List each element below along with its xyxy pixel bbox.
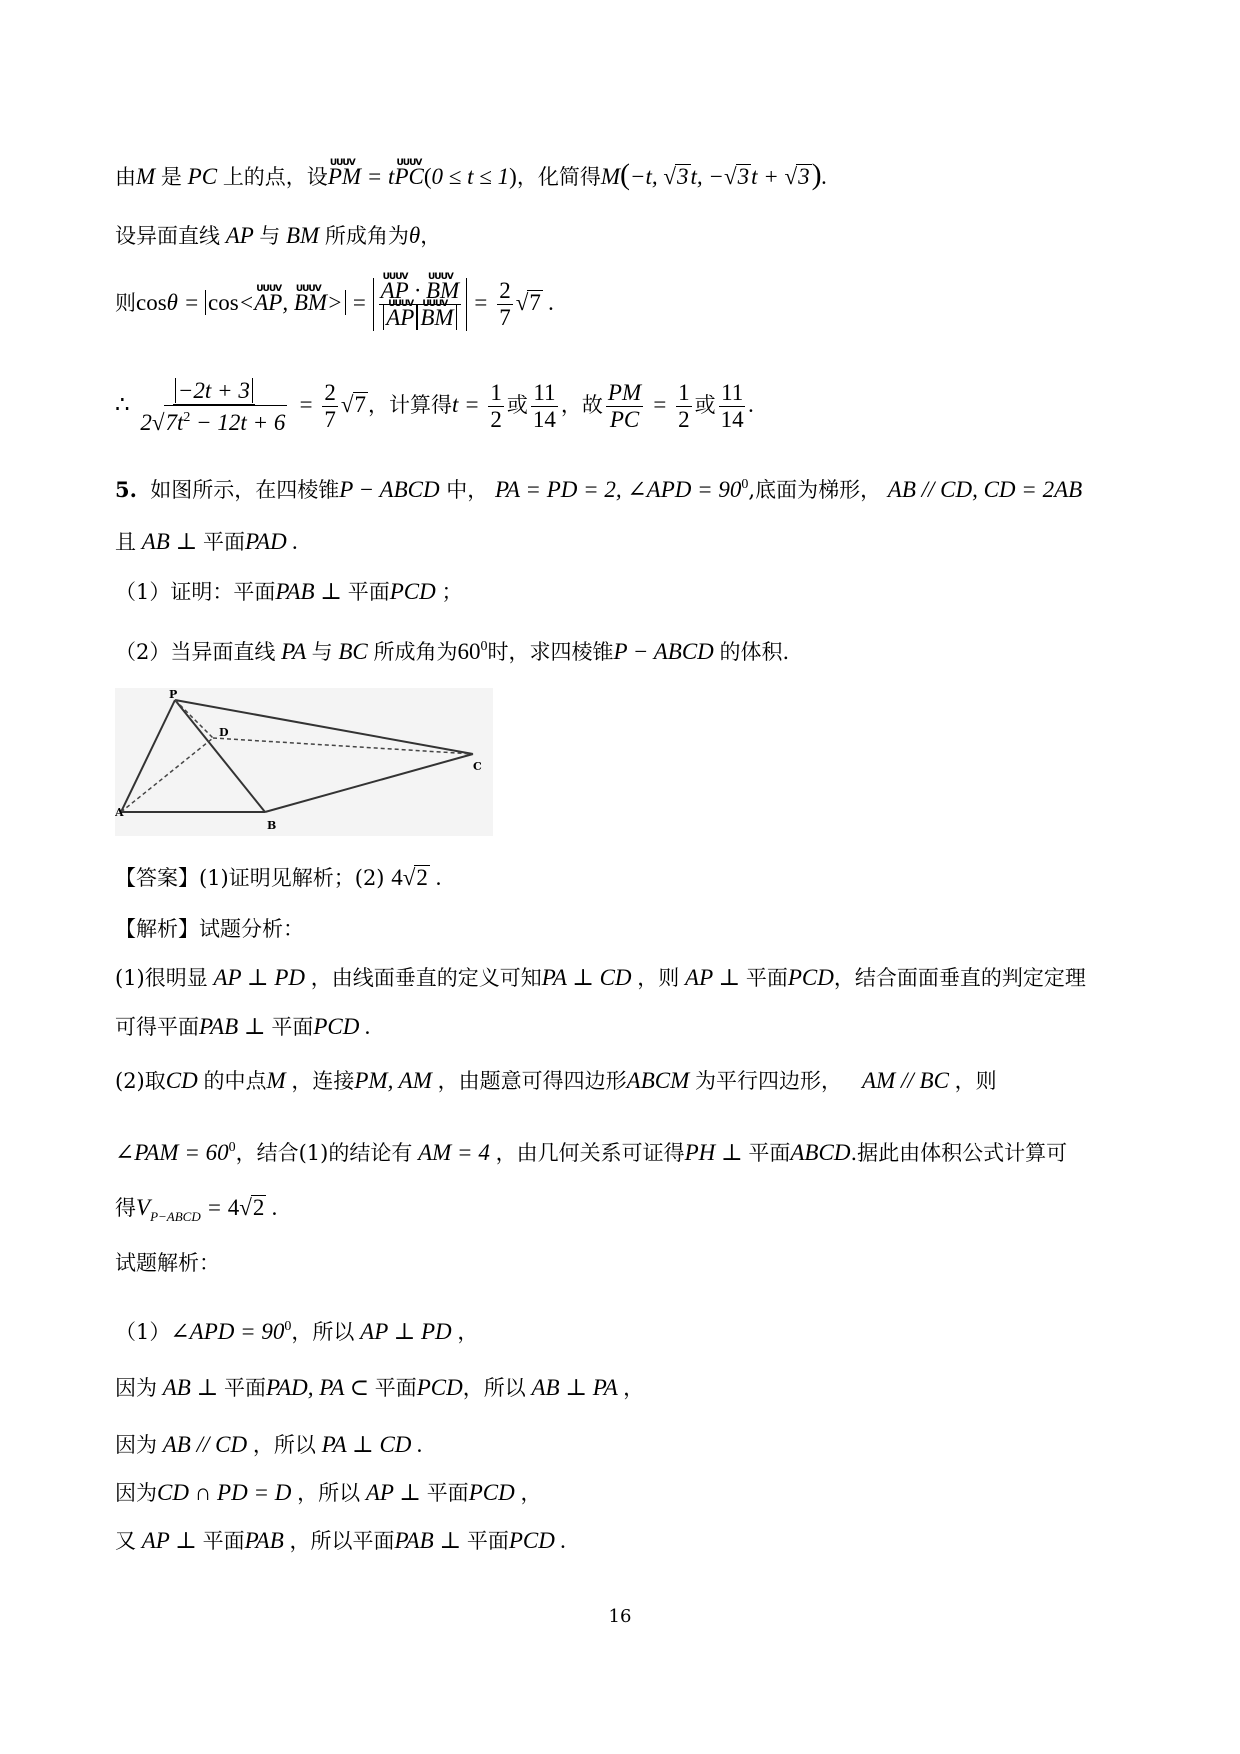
problem-number: 5. (115, 477, 137, 502)
text: ，连接 (291, 1069, 355, 1093)
text: ，由几何关系可证得 (495, 1141, 685, 1165)
text: ，结合面面垂直的判定定理 (833, 966, 1086, 990)
text: ，则 (954, 1069, 997, 1093)
text: ，结合(1)的结论有 (235, 1141, 413, 1165)
text: 的体积. (719, 640, 790, 664)
text: 平面 (745, 966, 788, 990)
text: （2）当异面直线 (115, 640, 276, 664)
text: 计算得 (389, 393, 452, 417)
problem-5-line-1: 5. 如图所示，在四棱锥P − ABCD 中， PA = PD = 2, ∠APD = $90^0$,底面为梯形， AB // CD, CD = 2AB (115, 477, 1083, 502)
solution-2: 因为 AB ⊥ 平面PAD, PA ⊂ 平面PCD，所以 AB ⊥ PA ， (115, 1375, 645, 1400)
text: 平面 (374, 1376, 417, 1400)
text-line-4: ∴ $\frac{-2t + 3}{2√7t^2 - 12t + 6}$ = $\frac{2}{7}$ √7，计算得t = $\frac{1}{2}$ 或 $\frac{11}{14}$ ，故 $\frac{PM}{PC}$ = $\frac{1}{2}$ 或 $\frac{11}{14}$ . (115, 377, 755, 435)
analysis-5: 得$V_{P-ABCD} = 4√2$ . (115, 1195, 278, 1224)
text: ，所以 (297, 1481, 361, 1505)
text-line-3: 则cosθ = cos<UUUV AP, UUUV BM> = UUUV AP · UUUV BM UUUV APUUUV BM = $\frac{2}{7}$ √7 . (115, 268, 1130, 338)
text: ，所以平面 (289, 1529, 395, 1553)
text: 或 (694, 393, 716, 417)
text: ，则 (637, 966, 680, 990)
text: 又 (115, 1529, 136, 1553)
text: 时，求四棱锥 (487, 640, 614, 664)
text: 与 (259, 224, 281, 248)
label-C: C (473, 760, 482, 773)
text: ，所以 (252, 1433, 316, 1457)
text: .据此由体积公式计算可 (850, 1141, 1068, 1165)
label-A: A (115, 806, 124, 819)
text: 所成角为 (324, 224, 409, 248)
page-number: 16 (608, 1606, 632, 1627)
solution-title (115, 1248, 1130, 1278)
answer-tag: 【答案】 (115, 866, 199, 890)
label-D: D (219, 726, 229, 739)
text: 如图所示，在四棱锥 (150, 478, 340, 502)
text: ，由线面垂直的定义可知 (310, 966, 542, 990)
text: ，化简得 (516, 165, 601, 189)
text: 底面为梯形， (755, 478, 882, 502)
text: ，故 (560, 393, 603, 417)
analysis-tag: 【解析】 (115, 917, 199, 941)
text: 的中点 (203, 1069, 267, 1093)
solution-5: 又 AP ⊥ 平面PAB ，所以平面PAB ⊥ 平面PCD . (115, 1528, 567, 1553)
text: （1） (115, 1320, 171, 1344)
text: 平面 (223, 1376, 266, 1400)
label-B: B (267, 819, 277, 832)
text: 与 (311, 640, 333, 664)
text: 或 (506, 393, 528, 417)
text: ，由题意可得四边形 (437, 1069, 627, 1093)
text: ，所以 (291, 1320, 355, 1344)
text: 上的点，设 (222, 165, 328, 189)
text: 因为 (115, 1481, 157, 1505)
text: 平面 (202, 1529, 245, 1553)
text-line-2: 设异面直线 AP 与 BM 所成角为θ， (115, 223, 442, 248)
text: 中， (446, 478, 489, 502)
text: 是 (160, 165, 182, 189)
text: ，所以 (462, 1376, 526, 1400)
analysis-1: (1)很明显 AP ⊥ PD ，由线面垂直的定义可知PA ⊥ CD ，则 AP ⊥ 平面PCD，结合面面垂直的判定定理 (115, 965, 1086, 990)
text: （1）证明：平面 (115, 580, 276, 604)
text: 平面 (466, 1529, 509, 1553)
text: 平面 (748, 1141, 791, 1165)
text: 因为 (115, 1376, 157, 1400)
answer-line: 【答案】(1)证明见解析；(2) 4√2 . (115, 865, 442, 890)
analysis-3: (2)取CD 的中点M ，连接PM, AM ，由题意可得四边形ABCM 为平行四边形， AM // BC ，则 (115, 1068, 997, 1093)
solution-3: 因为 AB // CD ，所以 PA ⊥ CD . (115, 1432, 423, 1457)
text: 设异面直线 (115, 224, 220, 248)
solution-4: 因为CD ∩ PD = D ，所以 AP ⊥ 平面PCD ， (115, 1480, 542, 1505)
text: 平面 (426, 1481, 469, 1505)
text: (1)证明见解析；(2) (199, 866, 385, 890)
text: 所成角为 (373, 640, 458, 664)
text: 因为 (115, 1433, 157, 1457)
analysis-4: ∠PAM = $60^0$，结合(1)的结论有 AM = 4 ，由几何关系可证得PH ⊥ 平面ABCD.据此由体积公式计算可 (115, 1140, 1068, 1165)
text-line-1: 由M 是 PC 上的点，设UUUV PM = tUUUV PC(0 ≤ t ≤ 1)，化简得M(−t, √3t, −√3t + √3). (115, 160, 1130, 192)
text: 且 (115, 530, 136, 554)
figure-background (115, 688, 493, 836)
text: 由 (115, 165, 136, 189)
text: (1)很明显 (115, 966, 208, 990)
text: 试题分析： (199, 917, 304, 941)
analysis-2: 可得平面PAB ⊥ 平面PCD . (115, 1014, 371, 1039)
text: 为平行四边形， (695, 1069, 842, 1093)
text: 得 (115, 1196, 136, 1220)
solution-1: （1）∠APD = $90^0$，所以 AP ⊥ PD ， (115, 1319, 479, 1344)
text: 可得平面 (115, 1015, 199, 1039)
analysis-line (115, 914, 1130, 944)
text: 试题解析： (115, 1251, 220, 1275)
text: 平面 (271, 1015, 314, 1039)
text: 则 (115, 291, 136, 315)
question-1: （1）证明：平面PAB ⊥ 平面PCD ； (115, 579, 463, 604)
label-P: P (169, 688, 178, 701)
pyramid-figure (115, 688, 493, 836)
question-2: （2）当异面直线 PA 与 BC 所成角为$60^0$时，求四棱锥P − ABCD 的体积. (115, 639, 790, 664)
text: 平面 (347, 580, 390, 604)
problem-5-line-2: 且 AB ⊥ 平面PAD . (115, 529, 299, 554)
text: (2)取 (115, 1069, 166, 1093)
text: 平面 (202, 530, 245, 554)
